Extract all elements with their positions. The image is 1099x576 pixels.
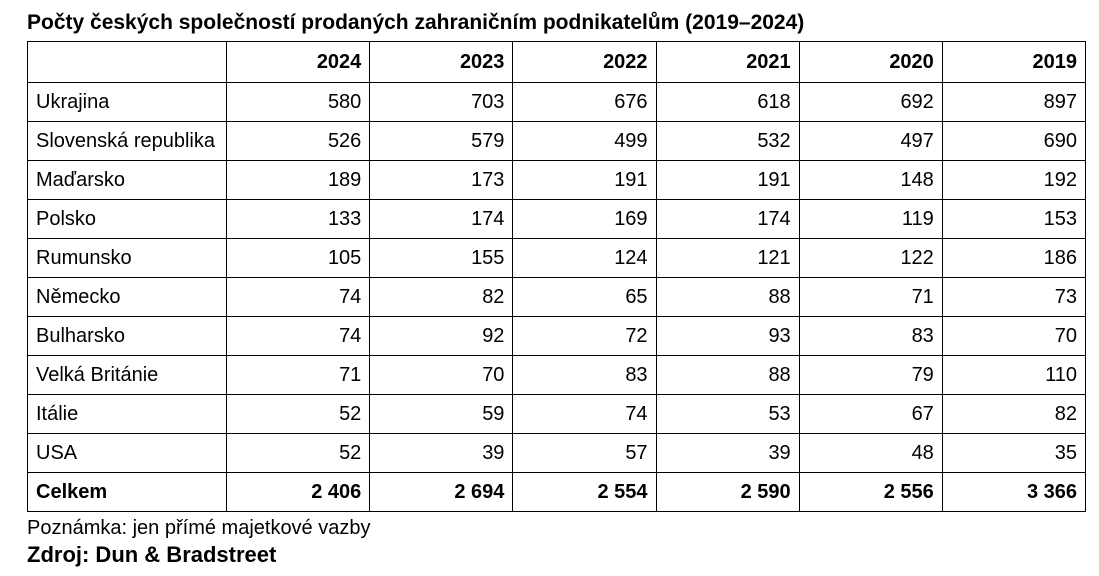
table-cell: 148 <box>799 161 942 200</box>
column-header: 2020 <box>799 42 942 83</box>
table-cell: 82 <box>942 395 1085 434</box>
table-row <box>28 434 1086 473</box>
table-cell: 59 <box>370 395 513 434</box>
table-cell: 74 <box>513 395 656 434</box>
table-cell: 83 <box>513 356 656 395</box>
table-cell: 580 <box>227 83 370 122</box>
table-cell: 133 <box>227 200 370 239</box>
table-cell: 65 <box>513 278 656 317</box>
row-label: Německo <box>28 278 227 317</box>
table-cell: 70 <box>942 317 1085 356</box>
column-header: 2019 <box>942 42 1085 83</box>
table-cell: 153 <box>942 200 1085 239</box>
table-row <box>28 239 1086 278</box>
total-cell: 2 554 <box>513 473 656 512</box>
table-cell: 48 <box>799 434 942 473</box>
total-cell: 2 694 <box>370 473 513 512</box>
table-header-row <box>28 42 1086 83</box>
table-cell: 88 <box>656 278 799 317</box>
column-header: 2024 <box>227 42 370 83</box>
table-cell: 692 <box>799 83 942 122</box>
table-row <box>28 395 1086 434</box>
table-cell: 191 <box>656 161 799 200</box>
table-cell: 174 <box>370 200 513 239</box>
table-cell: 70 <box>370 356 513 395</box>
table-cell: 82 <box>370 278 513 317</box>
row-label: Maďarsko <box>28 161 227 200</box>
column-header: 2022 <box>513 42 656 83</box>
table-cell: 192 <box>942 161 1085 200</box>
table-cell: 92 <box>370 317 513 356</box>
table-cell: 35 <box>942 434 1085 473</box>
table-note: Poznámka: jen přímé majetkové vazby <box>27 517 371 539</box>
row-label: Velká Británie <box>28 356 227 395</box>
table-cell: 53 <box>656 395 799 434</box>
table-cell: 122 <box>799 239 942 278</box>
total-cell: 3 366 <box>942 473 1085 512</box>
row-label: Slovenská republika <box>28 122 227 161</box>
table-cell: 897 <box>942 83 1085 122</box>
table-cell: 73 <box>942 278 1085 317</box>
table-cell: 174 <box>656 200 799 239</box>
row-label: Bulharsko <box>28 317 227 356</box>
table-row <box>28 356 1086 395</box>
table-cell: 79 <box>799 356 942 395</box>
table-cell: 52 <box>227 434 370 473</box>
table-row <box>28 317 1086 356</box>
table-cell: 189 <box>227 161 370 200</box>
table-cell: 532 <box>656 122 799 161</box>
header-corner-cell <box>28 42 227 83</box>
table-cell: 57 <box>513 434 656 473</box>
table-cell: 71 <box>227 356 370 395</box>
table-cell: 497 <box>799 122 942 161</box>
table-cell: 39 <box>656 434 799 473</box>
table-cell: 169 <box>513 200 656 239</box>
table-cell: 39 <box>370 434 513 473</box>
column-header: 2021 <box>656 42 799 83</box>
table-row <box>28 161 1086 200</box>
table-cell: 67 <box>799 395 942 434</box>
table-cell: 119 <box>799 200 942 239</box>
table-cell: 88 <box>656 356 799 395</box>
table-cell: 52 <box>227 395 370 434</box>
table-cell: 499 <box>513 122 656 161</box>
table-cell: 72 <box>513 317 656 356</box>
total-label: Celkem <box>28 473 227 512</box>
table-cell: 105 <box>227 239 370 278</box>
table-cell: 703 <box>370 83 513 122</box>
table-cell: 93 <box>656 317 799 356</box>
table-row <box>28 200 1086 239</box>
table-cell: 74 <box>227 278 370 317</box>
table-cell: 173 <box>370 161 513 200</box>
table-cell: 526 <box>227 122 370 161</box>
table-cell: 121 <box>656 239 799 278</box>
table-cell: 186 <box>942 239 1085 278</box>
total-cell: 2 590 <box>656 473 799 512</box>
total-cell: 2 406 <box>227 473 370 512</box>
total-cell: 2 556 <box>799 473 942 512</box>
table-row <box>28 83 1086 122</box>
row-label: Polsko <box>28 200 227 239</box>
table-source: Zdroj: Dun & Bradstreet <box>27 542 277 567</box>
table-row <box>28 122 1086 161</box>
table-row <box>28 278 1086 317</box>
table-cell: 690 <box>942 122 1085 161</box>
table-cell: 110 <box>942 356 1085 395</box>
row-label: USA <box>28 434 227 473</box>
table-cell: 83 <box>799 317 942 356</box>
table-cell: 124 <box>513 239 656 278</box>
column-header: 2023 <box>370 42 513 83</box>
total-row <box>28 473 1086 512</box>
row-label: Ukrajina <box>28 83 227 122</box>
table-cell: 155 <box>370 239 513 278</box>
table-cell: 71 <box>799 278 942 317</box>
row-label: Rumunsko <box>28 239 227 278</box>
table-cell: 618 <box>656 83 799 122</box>
table-cell: 191 <box>513 161 656 200</box>
row-label: Itálie <box>28 395 227 434</box>
table-cell: 74 <box>227 317 370 356</box>
data-table <box>27 41 1086 512</box>
table-cell: 579 <box>370 122 513 161</box>
table-title: Počty českých společností prodaných zahraničním podnikatelům (2019–2024) <box>27 11 805 34</box>
table-cell: 676 <box>513 83 656 122</box>
